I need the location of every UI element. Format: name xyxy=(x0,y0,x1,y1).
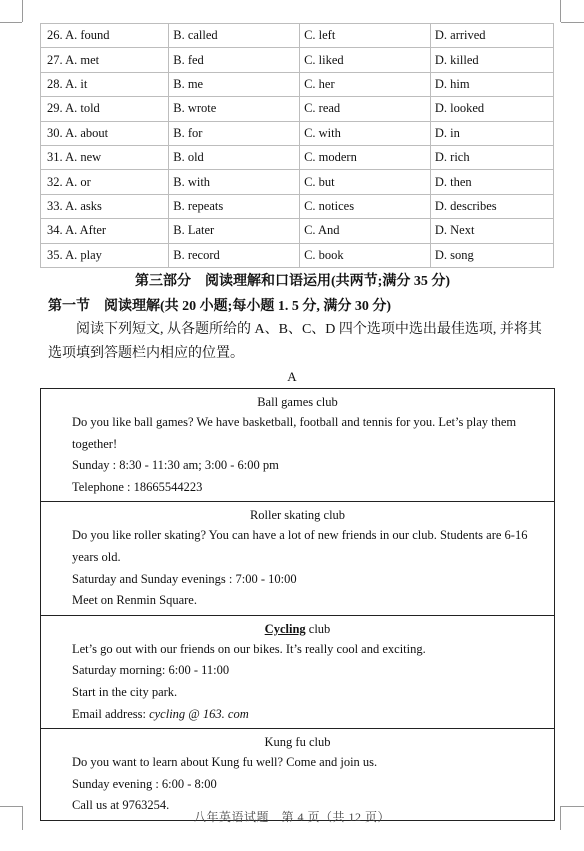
option-b xyxy=(169,121,300,145)
option-b xyxy=(169,24,300,48)
option-c xyxy=(300,170,431,194)
question-number: 27. xyxy=(47,52,63,67)
option-d xyxy=(430,194,553,218)
option-a xyxy=(41,121,169,145)
passage-label: A xyxy=(287,369,297,384)
option-b xyxy=(169,145,300,169)
option-b xyxy=(169,48,300,72)
club-contact: Telephone : 18665544223 xyxy=(72,479,203,494)
question-row xyxy=(41,145,554,169)
crop-mark xyxy=(561,806,584,807)
club-title: Kung fu club xyxy=(264,735,331,750)
crop-mark xyxy=(0,806,22,807)
question-number: 34. xyxy=(47,223,63,238)
question-row xyxy=(41,194,554,218)
option-text: D. rich xyxy=(434,150,470,165)
club-location: Start in the city park. xyxy=(72,684,178,699)
question-row xyxy=(41,24,554,48)
question-number: 29. xyxy=(47,101,63,116)
crop-mark xyxy=(561,22,584,23)
option-b xyxy=(169,243,300,267)
club-time: Saturday morning: 6:00 - 11:00 xyxy=(72,663,230,678)
option-text: A. or xyxy=(65,174,91,189)
option-text: C. modern xyxy=(304,150,357,165)
option-text: D. Next xyxy=(434,223,475,238)
option-text: C. book xyxy=(304,247,344,262)
answer-options-table xyxy=(40,23,554,268)
option-text: C. left xyxy=(304,28,336,43)
question-row xyxy=(41,97,554,121)
club-description: Let’s go out with our friends on our bikes. It’s really cool and exciting. xyxy=(72,641,426,656)
option-text: B. repeats xyxy=(173,198,224,213)
crop-mark xyxy=(22,0,23,22)
option-text: B. wrote xyxy=(173,101,217,116)
option-text: C. but xyxy=(304,174,335,189)
option-text: A. found xyxy=(65,28,110,43)
question-row xyxy=(41,243,554,267)
option-d xyxy=(430,48,553,72)
question-number: 35. xyxy=(47,247,63,262)
option-d xyxy=(430,145,553,169)
option-b xyxy=(169,72,300,96)
option-a xyxy=(41,219,169,243)
option-a xyxy=(41,243,169,267)
club-contact: Meet on Renmin Square. xyxy=(72,593,197,608)
option-d xyxy=(430,24,553,48)
option-b xyxy=(169,170,300,194)
option-text: D. arrived xyxy=(434,28,486,43)
club-title: Roller skating club xyxy=(249,508,346,523)
option-c xyxy=(300,145,431,169)
club-ads-box xyxy=(40,388,555,821)
club-title: Ball games club xyxy=(257,395,338,409)
email-label: Email address: xyxy=(72,706,150,721)
club-ball-games xyxy=(41,389,554,502)
club-description: Do you like roller skating? You can have a lot of new friends in our club. Students are 6-16 years old. xyxy=(72,528,528,564)
page-footer: 八年英语试题 第 4 页（共 12 页） xyxy=(193,810,390,824)
question-row xyxy=(41,72,554,96)
option-d xyxy=(430,72,553,96)
option-c xyxy=(300,194,431,218)
option-text: B. fed xyxy=(173,52,204,67)
club-contact xyxy=(41,704,554,726)
option-text: B. Later xyxy=(173,223,215,238)
option-b xyxy=(169,97,300,121)
question-row xyxy=(41,219,554,243)
option-text: A. it xyxy=(65,76,88,91)
option-c xyxy=(300,24,431,48)
option-b xyxy=(169,194,300,218)
option-a xyxy=(41,170,169,194)
option-text: D. describes xyxy=(434,198,497,213)
option-text: D. then xyxy=(434,174,472,189)
question-number: 32. xyxy=(47,174,63,189)
option-text: D. in xyxy=(434,125,460,140)
part-heading: 第三部分 阅读理解和口语运用(共两节;满分 35 分) xyxy=(135,274,450,289)
question-number: 31. xyxy=(47,150,63,165)
question-row xyxy=(41,170,554,194)
option-a xyxy=(41,97,169,121)
question-number: 30. xyxy=(47,125,63,140)
email-address: cycling @ 163. com xyxy=(149,706,249,721)
club-time: Sunday : 8:30 - 11:30 am; 3:00 - 6:00 pm xyxy=(72,458,279,473)
option-text: B. old xyxy=(173,150,204,165)
option-text: C. with xyxy=(304,125,341,140)
option-text: A. play xyxy=(65,247,102,262)
option-text: B. with xyxy=(173,174,211,189)
option-c xyxy=(300,121,431,145)
option-c xyxy=(300,72,431,96)
option-c xyxy=(300,219,431,243)
option-a xyxy=(41,194,169,218)
option-text: C. And xyxy=(304,223,340,238)
crop-mark xyxy=(560,0,561,22)
option-text: C. liked xyxy=(304,52,344,67)
club-title-underlined: Cycling xyxy=(264,621,306,636)
option-a xyxy=(41,145,169,169)
option-text: B. record xyxy=(173,247,220,262)
option-b xyxy=(169,219,300,243)
option-a xyxy=(41,24,169,48)
option-text: C. read xyxy=(304,101,341,116)
option-c xyxy=(300,48,431,72)
option-text: A. met xyxy=(65,52,100,67)
club-time: Saturday and Sunday evenings : 7:00 - 10:00 xyxy=(72,571,297,586)
question-row xyxy=(41,121,554,145)
club-cycling xyxy=(41,616,554,729)
option-text: A. asks xyxy=(65,198,102,213)
option-text: B. me xyxy=(173,76,204,91)
section-heading: 第一节 阅读理解(共 20 小题;每小题 1. 5 分, 满分 30 分) xyxy=(48,299,391,314)
option-text: D. killed xyxy=(434,52,479,67)
club-title-rest: club xyxy=(305,621,331,636)
option-d xyxy=(430,97,553,121)
option-d xyxy=(430,121,553,145)
club-description: Do you want to learn about Kung fu well? Come and join us. xyxy=(72,755,378,770)
club-description: Do you like ball games? We have basketball, football and tennis for you. Let’s play them together! xyxy=(72,415,517,451)
option-text: B. for xyxy=(173,125,203,140)
option-text: C. notices xyxy=(304,198,355,213)
club-title xyxy=(41,619,554,639)
option-d xyxy=(430,219,553,243)
question-row xyxy=(41,48,554,72)
option-text: B. called xyxy=(173,28,218,43)
club-roller-skating xyxy=(41,502,554,615)
question-number: 33. xyxy=(47,198,63,213)
instructions: 阅读下列短文, 从各题所给的 A、B、C、D 四个选项中选出最佳选项, 并将其选项填到答题栏内相应的位置。 xyxy=(48,322,542,361)
question-number: 26. xyxy=(47,28,63,43)
club-time: Sunday evening : 6:00 - 8:00 xyxy=(72,776,217,791)
option-c xyxy=(300,243,431,267)
option-text: C. her xyxy=(304,76,335,91)
option-c xyxy=(300,97,431,121)
question-number: 28. xyxy=(47,76,63,91)
option-a xyxy=(41,48,169,72)
option-text: D. him xyxy=(434,76,470,91)
option-text: D. looked xyxy=(434,101,485,116)
option-d xyxy=(430,243,553,267)
club-contact: Call us at 9763254. xyxy=(72,798,170,813)
option-text: A. After xyxy=(65,223,107,238)
option-d xyxy=(430,170,553,194)
option-text: A. told xyxy=(65,101,100,116)
option-a xyxy=(41,72,169,96)
option-text: A. about xyxy=(65,125,109,140)
crop-mark xyxy=(0,22,22,23)
option-text: A. new xyxy=(65,150,102,165)
option-text: D. song xyxy=(434,247,474,262)
